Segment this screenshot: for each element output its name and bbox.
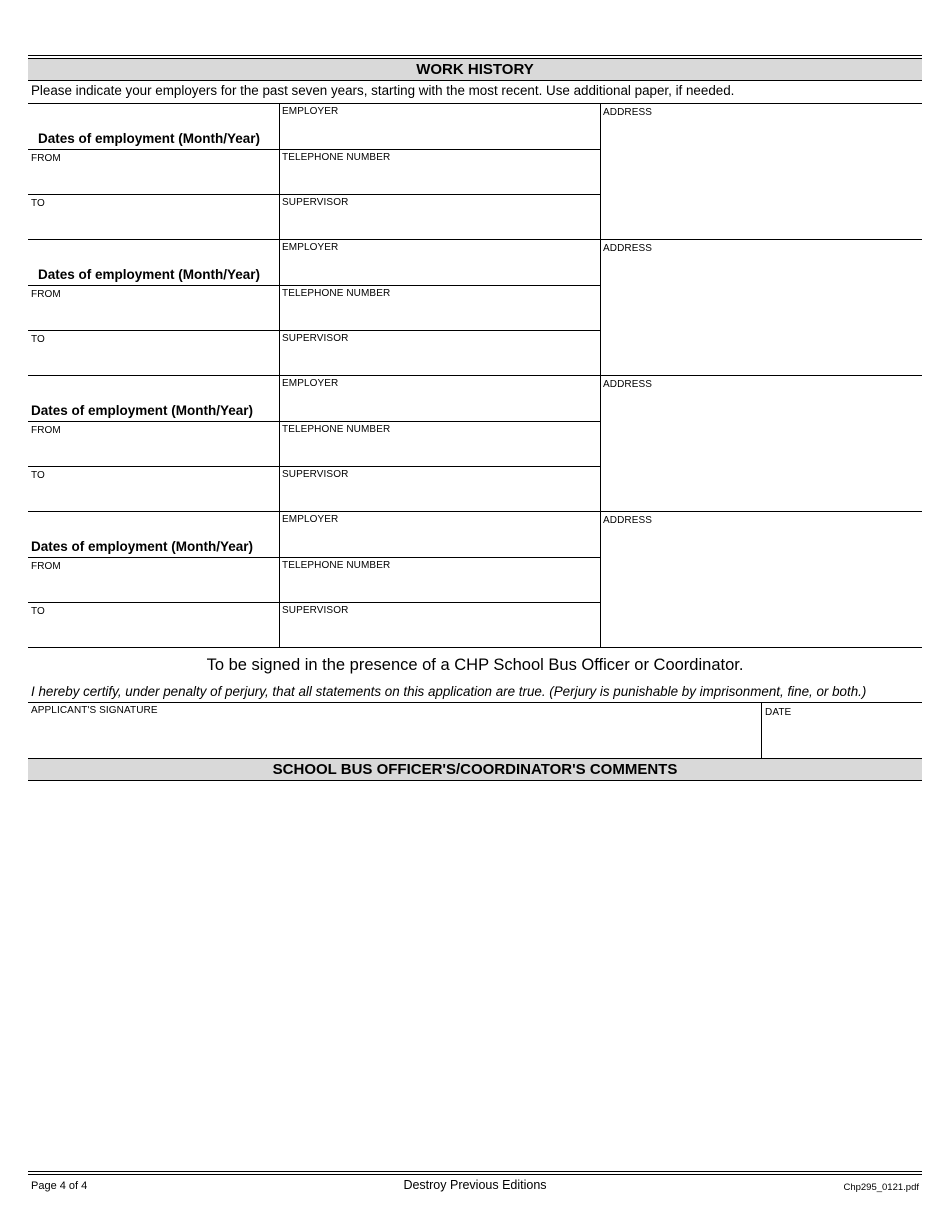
address-field[interactable]: ADDRESS: [603, 243, 653, 254]
row-divider: [28, 421, 600, 422]
column-divider: [761, 703, 762, 759]
dates-of-employment-title: Dates of employment (Month/Year): [31, 539, 254, 554]
work-history-bottom-rule: [28, 647, 922, 648]
comments-area[interactable]: [28, 781, 922, 1171]
supervisor-field[interactable]: SUPERVISOR: [282, 197, 349, 208]
perjury-certification: I hereby certify, under penalty of perjury, that all statements on this application are true. (Perjury is punishable by imprisonment, fine, or both.): [31, 684, 867, 699]
employer-field[interactable]: EMPLOYER: [282, 378, 339, 389]
work-history-header: WORK HISTORY: [28, 59, 922, 81]
address-field[interactable]: ADDRESS: [603, 379, 653, 390]
employer-field[interactable]: EMPLOYER: [282, 514, 339, 525]
row-divider: [28, 285, 600, 286]
column-divider: [600, 240, 601, 376]
employment-entry-3: [28, 375, 922, 512]
column-divider: [279, 240, 280, 376]
column-divider: [600, 512, 601, 648]
telephone-field[interactable]: TELEPHONE NUMBER: [282, 424, 391, 435]
to-date-field[interactable]: TO: [31, 606, 45, 617]
employer-field[interactable]: EMPLOYER: [282, 106, 339, 117]
dates-of-employment-title: Dates of employment (Month/Year): [38, 131, 261, 146]
form-page: [28, 0, 922, 1230]
row-divider: [28, 330, 600, 331]
from-date-field[interactable]: FROM: [31, 561, 61, 572]
telephone-field[interactable]: TELEPHONE NUMBER: [282, 560, 391, 571]
employment-entry-2: [28, 239, 922, 376]
supervisor-field[interactable]: SUPERVISOR: [282, 605, 349, 616]
column-divider: [600, 104, 601, 240]
to-date-field[interactable]: TO: [31, 198, 45, 209]
employer-field[interactable]: EMPLOYER: [282, 242, 339, 253]
applicant-signature-field[interactable]: APPLICANT'S SIGNATURE: [31, 705, 158, 716]
row-divider: [28, 557, 600, 558]
row-divider: [28, 602, 600, 603]
dates-of-employment-title: Dates of employment (Month/Year): [38, 267, 261, 282]
from-date-field[interactable]: FROM: [31, 289, 61, 300]
date-field[interactable]: DATE: [765, 707, 792, 718]
comments-header: SCHOOL BUS OFFICER'S/COORDINATOR'S COMMENTS: [28, 758, 922, 781]
row-divider: [28, 194, 600, 195]
row-divider: [28, 149, 600, 150]
from-date-field[interactable]: FROM: [31, 153, 61, 164]
footer-double-rule: [28, 1171, 922, 1175]
employment-entry-1: [28, 103, 922, 240]
destroy-previous-editions: Destroy Previous Editions: [403, 1178, 547, 1192]
row-divider: [28, 466, 600, 467]
supervisor-field[interactable]: SUPERVISOR: [282, 469, 349, 480]
form-id: Chp295_0121.pdf: [843, 1182, 919, 1193]
column-divider: [279, 104, 280, 240]
supervisor-field[interactable]: SUPERVISOR: [282, 333, 349, 344]
signature-area: [28, 702, 922, 759]
dates-of-employment-title: Dates of employment (Month/Year): [31, 403, 254, 418]
to-date-field[interactable]: TO: [31, 334, 45, 345]
column-divider: [600, 376, 601, 512]
telephone-field[interactable]: TELEPHONE NUMBER: [282, 288, 391, 299]
signing-notice: To be signed in the presence of a CHP School Bus Officer or Coordinator.: [206, 656, 744, 674]
to-date-field[interactable]: TO: [31, 470, 45, 481]
address-field[interactable]: ADDRESS: [603, 107, 653, 118]
column-divider: [279, 376, 280, 512]
column-divider: [279, 512, 280, 648]
from-date-field[interactable]: FROM: [31, 425, 61, 436]
employment-entry-4: [28, 511, 922, 648]
telephone-field[interactable]: TELEPHONE NUMBER: [282, 152, 391, 163]
work-history-instructions: Please indicate your employers for the past seven years, starting with the most recent. Use additional paper, if needed.: [31, 83, 735, 98]
address-field[interactable]: ADDRESS: [603, 515, 653, 526]
page-number: Page 4 of 4: [31, 1180, 88, 1192]
